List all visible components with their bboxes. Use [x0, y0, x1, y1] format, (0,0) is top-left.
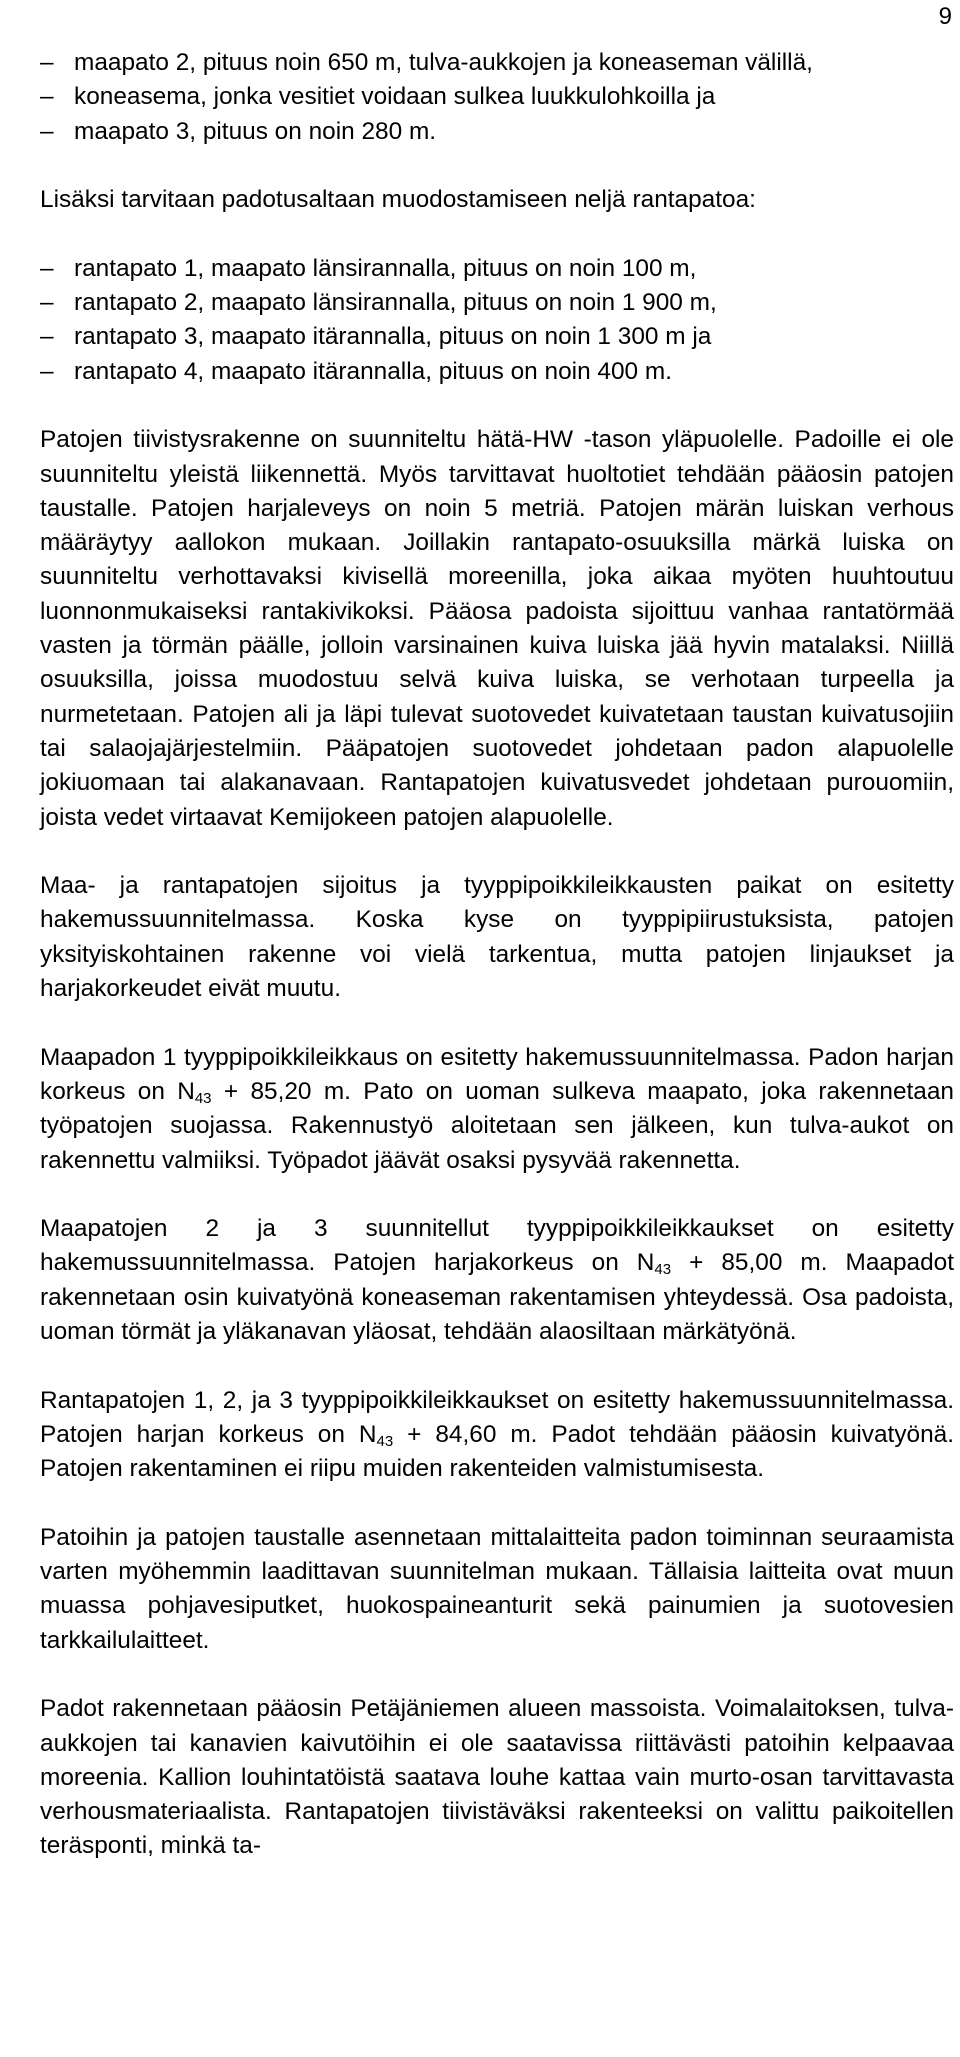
list-item-text: rantapato 2, maapato länsirannalla, pituus on noin 1 900 m,	[74, 289, 717, 317]
text-run: + 85,20 m. Pato on uoman sulkeva maapato, joka rakennetaan työpatojen suojassa. Rakennustyö aloitetaan sen jälkeen, kun tulva-aukot on rakennettu valmiiksi. Työpadot jäävät osaksi pysyvää rakennetta.	[40, 1077, 954, 1174]
paragraph-dam2-3	[40, 1212, 954, 1349]
list-item-text: maapato 3, pituus on noin 280 m.	[74, 117, 437, 145]
subscript: 43	[376, 1432, 394, 1450]
list-item-text: maapato 2, pituus noin 650 m, tulva-aukkojen ja koneaseman välillä,	[74, 49, 813, 76]
list-dash: –	[40, 117, 54, 145]
list-dash: –	[40, 357, 54, 385]
subscript: 43	[654, 1261, 672, 1279]
text-run: + 84,60 m. Padot tehdään pääosin kuivatyönä. Patojen rakentaminen ei riipu muiden rakenteiden valmistumisesta.	[40, 1420, 954, 1483]
list-item	[40, 252, 954, 286]
paragraph-materials: Padot rakennetaan pääosin Petäjäniemen alueen massoista. Voimalaitoksen, tulva-aukkojen tai kanavien kaivutöihin ei ole saatavissa riittävästi patoihin kelpaavaa moreenia. Kallion louhintatöistä saatava louhe kattaa vain murto-osan tarvittavasta verhousmateriaalista. Rantapatojen tiivistäväksi rakenteeksi on valittu paikoitellen teräsponti, minkä ta-	[40, 1695, 954, 1860]
list-item-text: rantapato 4, maapato itärannalla, pituus on noin 400 m.	[74, 357, 672, 385]
list-item	[40, 286, 954, 320]
text-run: Maapatojen 2 ja 3 suunnitellut tyyppipoikkileikkaukset on esitetty hakemussuunnitelmassa. Patojen harjakorkeus on N	[40, 1215, 954, 1277]
list-item	[40, 80, 954, 114]
list-item	[40, 355, 954, 389]
page-number: 9	[938, 3, 952, 30]
paragraph-dam1	[40, 1041, 954, 1178]
document-body	[40, 46, 954, 1864]
list-item	[40, 115, 954, 149]
paragraph-shore-dams	[40, 1384, 954, 1487]
list-item	[40, 46, 954, 80]
paragraph-placement: Maa- ja rantapatojen sijoitus ja tyyppipoikkileikkausten paikat on esitetty hakemussuunnitelmassa. Koska kyse on tyyppipiirustuksista, patojen yksityiskohtainen rakenne voi vielä tarkentua, mutta patojen linjaukset ja harjakorkeudet eivät muutu.	[40, 872, 954, 1003]
list-dash: –	[40, 323, 54, 351]
list-item-text: rantapato 1, maapato länsirannalla, pituus on noin 100 m,	[74, 254, 697, 282]
paragraph-structure: Patojen tiivistysrakenne on suunniteltu hätä-HW -tason yläpuolelle. Padoille ei ole suunniteltu yleistä liikennettä. Myös tarvittavat huoltotiet tehdään pääosin patojen taustalle. Patojen harjaleveys on noin 5 metriä. Patojen märän luiskan verhous määräytyy aallokon mukaan. Joillakin rantapato-osuuksilla märkä luiska on suunniteltu verhottavaksi kivisellä moreenilla, joka aikaa myöten huuhtoutuu luonnonmukaiseksi rantakivikoksi. Pääosa padoista sijoittuu vanhaa rantatörmää vasten ja törmän päälle, jolloin varsinainen kuiva luiska jää hyvin matalaksi. Niillä osuuksilla, joissa muodostuu selvä kuiva luiska, se verhotaan turpeella ja nurmetetaan. Patojen ali ja läpi tulevat suotovedet kuivatetaan taustan kuivatusojiin tai salaojajärjestelmiin. Pääpatojen suotovedet johdetaan padon alapuolelle jokiuomaan tai alakanavaan. Rantapatojen kuivatusvedet johdetaan purouomiin, joista vedet virtaavat Kemijokeen patojen alapuolelle.	[40, 426, 954, 831]
list-dash: –	[40, 289, 54, 317]
text-run: + 85,00 m. Maapadot rakennetaan osin kuivatyönä koneaseman rakentamisen yhteydessä. Osa padoista, uoman törmät ja yläkanavan yläosat, tehdään alaosiltaan märkätyönä.	[40, 1249, 954, 1345]
intro-paragraph: Lisäksi tarvitaan padotusaltaan muodostamiseen neljä rantapatoa:	[40, 186, 756, 214]
shore-dam-list	[40, 252, 954, 389]
list-dash: –	[40, 49, 54, 76]
list-dash: –	[40, 83, 54, 111]
list-item	[40, 320, 954, 354]
list-item-text: rantapato 3, maapato itärannalla, pituus on noin 1 300 m ja	[74, 323, 712, 351]
paragraph-instruments: Patoihin ja patojen taustalle asennetaan mittalaitteita padon toiminnan seuraamista varten myöhemmin laadittavan suunnitelman mukaan. Tällaisia laitteita ovat muun muassa pohjavesiputket, huokospaineanturit sekä painumien ja suotovesien tarkkailulaitteet.	[40, 1523, 954, 1654]
list-item-text: koneasema, jonka vesitiet voidaan sulkea luukkulohkoilla ja	[74, 83, 716, 111]
subscript: 43	[194, 1089, 212, 1107]
list-dash: –	[40, 254, 54, 282]
text-run: Rantapatojen 1, 2, ja 3 tyyppipoikkileikkaukset on esitetty hakemussuunnitelmassa. Patojen harjan korkeus on N	[40, 1386, 954, 1448]
text-run: Maapadon 1 tyyppipoikkileikkaus on esitetty hakemussuunnitelmassa. Padon harjan korkeus on N	[40, 1043, 954, 1105]
dam-list	[40, 46, 954, 149]
